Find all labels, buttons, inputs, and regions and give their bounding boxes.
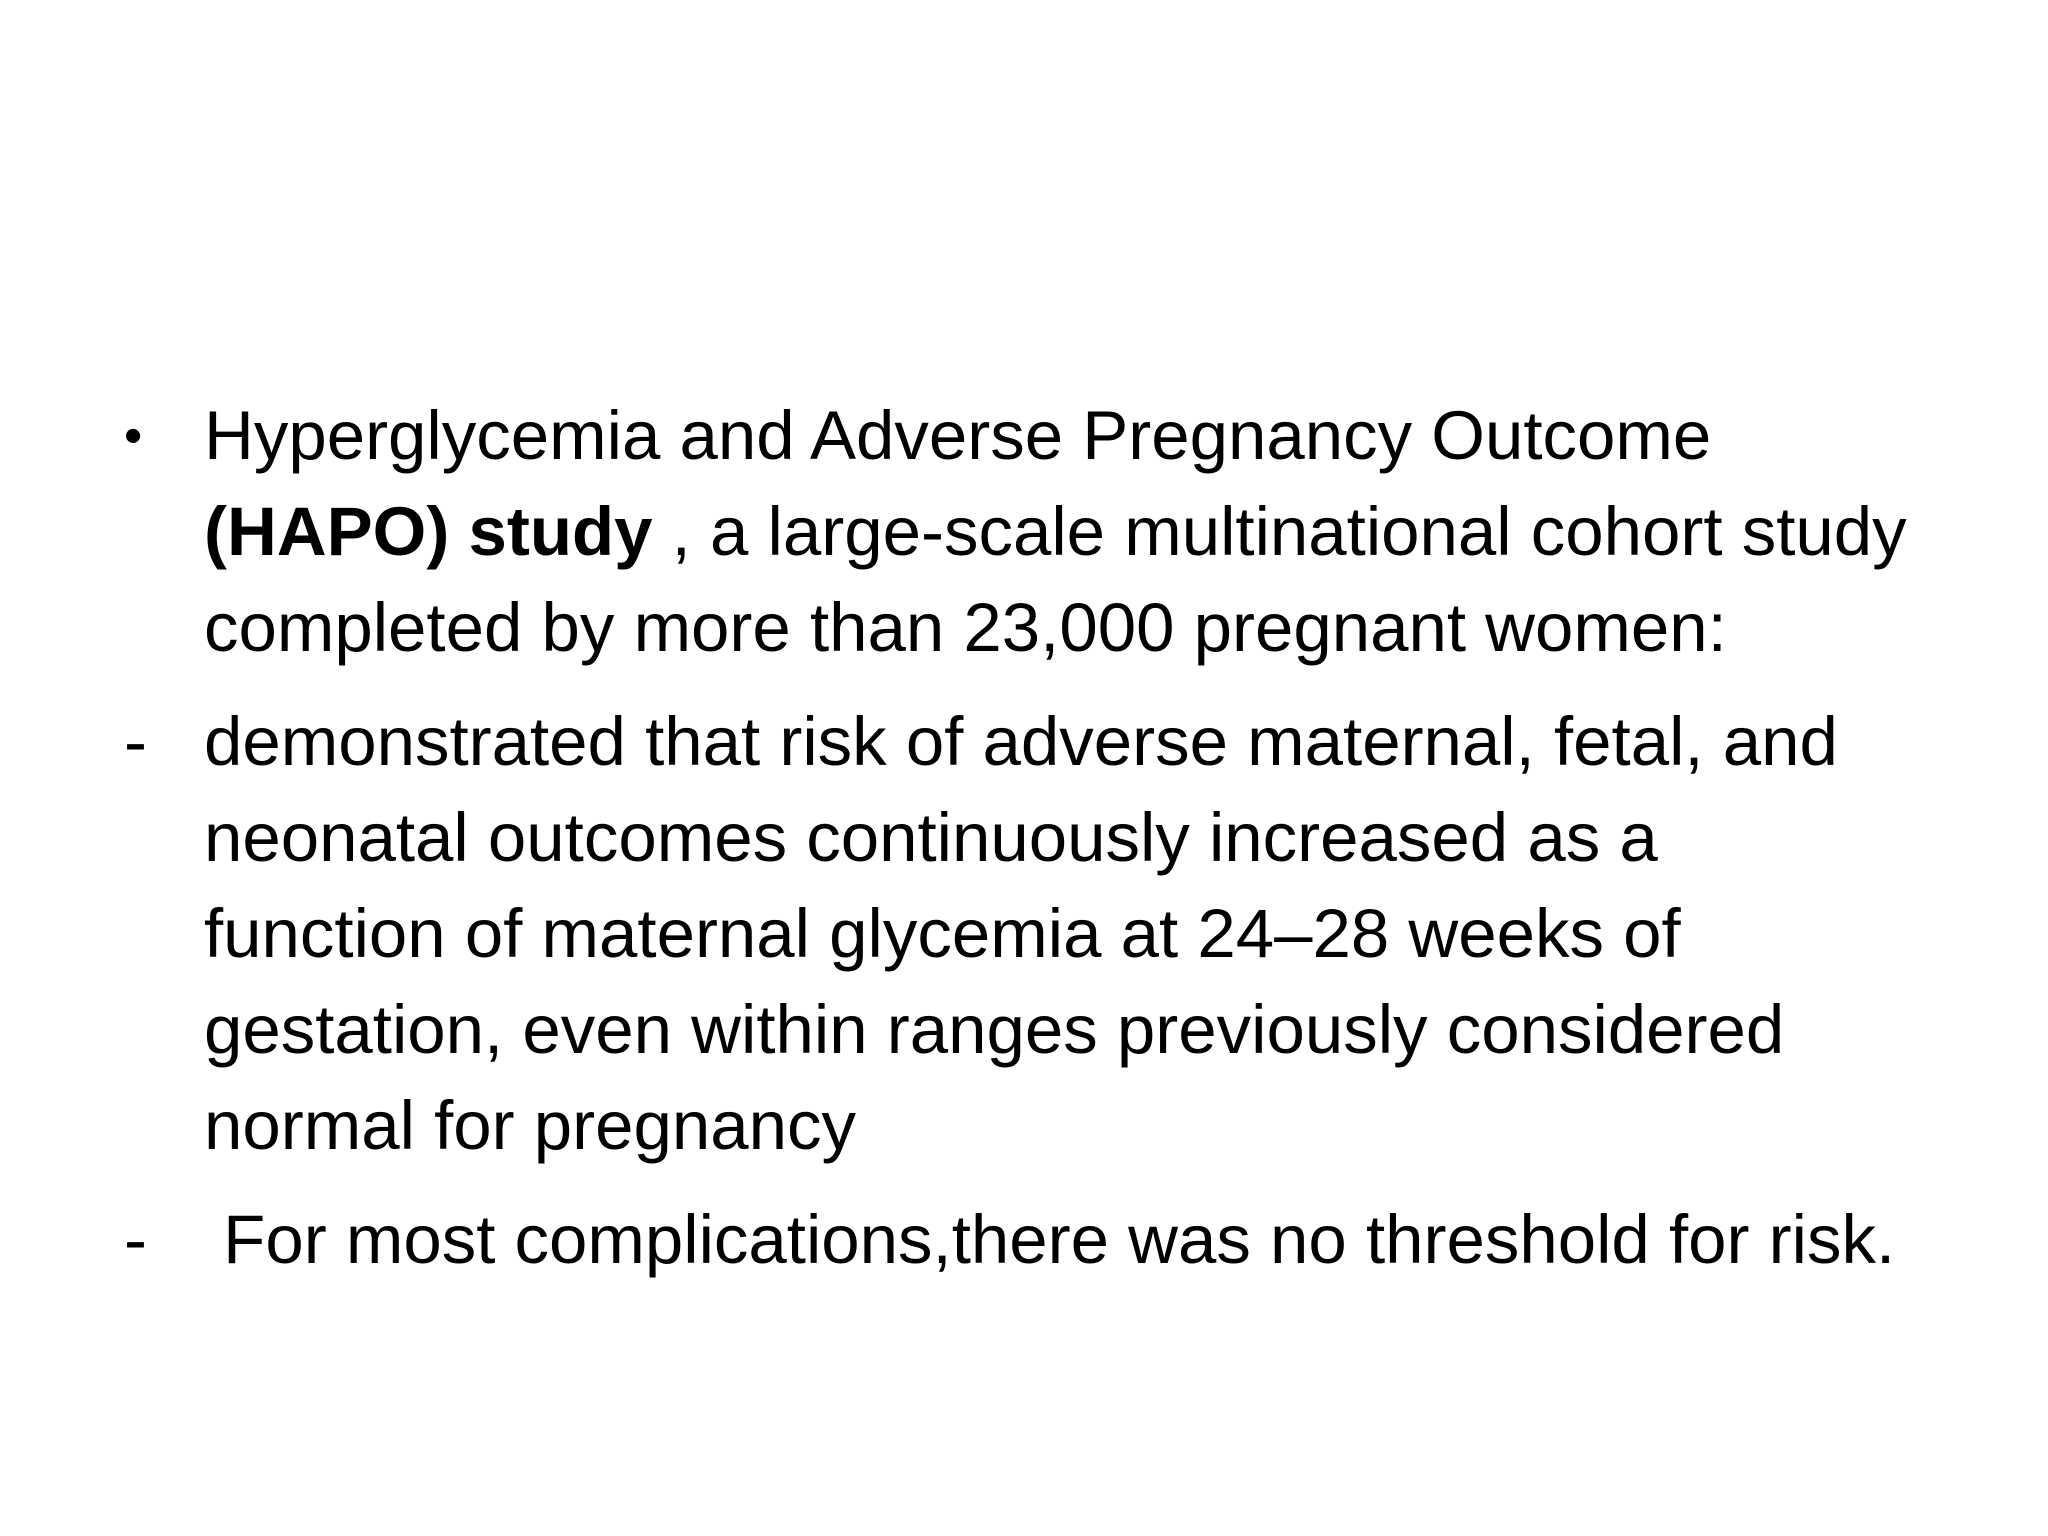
list-item-text: For most complications,there was no threshold for risk. — [204, 1201, 1896, 1278]
list-item-risk-findings — [124, 694, 1914, 1174]
dash-marker: - — [124, 703, 147, 780]
hapo-intro-text: Hyperglycemia and Adverse Pregnancy Outcome — [204, 397, 1712, 474]
hapo-study-bold: (HAPO) study — [204, 493, 653, 570]
bullet-list — [124, 388, 1914, 1306]
list-item-text — [204, 397, 1907, 666]
dash-marker: - — [124, 1201, 147, 1278]
hapo-description-text: , a large-scale multinational cohort study completed by more than 23,000 pregnant women: — [204, 493, 1907, 666]
list-item-hapo-study — [124, 388, 1914, 676]
list-item-no-threshold — [124, 1192, 1914, 1288]
bullet-marker: • — [124, 407, 143, 465]
list-item-text: demonstrated that risk of adverse maternal, fetal, and neonatal outcomes continuously increased as a function of maternal glycemia at 24–28 weeks of gestation, even within ranges previously considered normal for pregnancy — [204, 703, 1838, 1164]
